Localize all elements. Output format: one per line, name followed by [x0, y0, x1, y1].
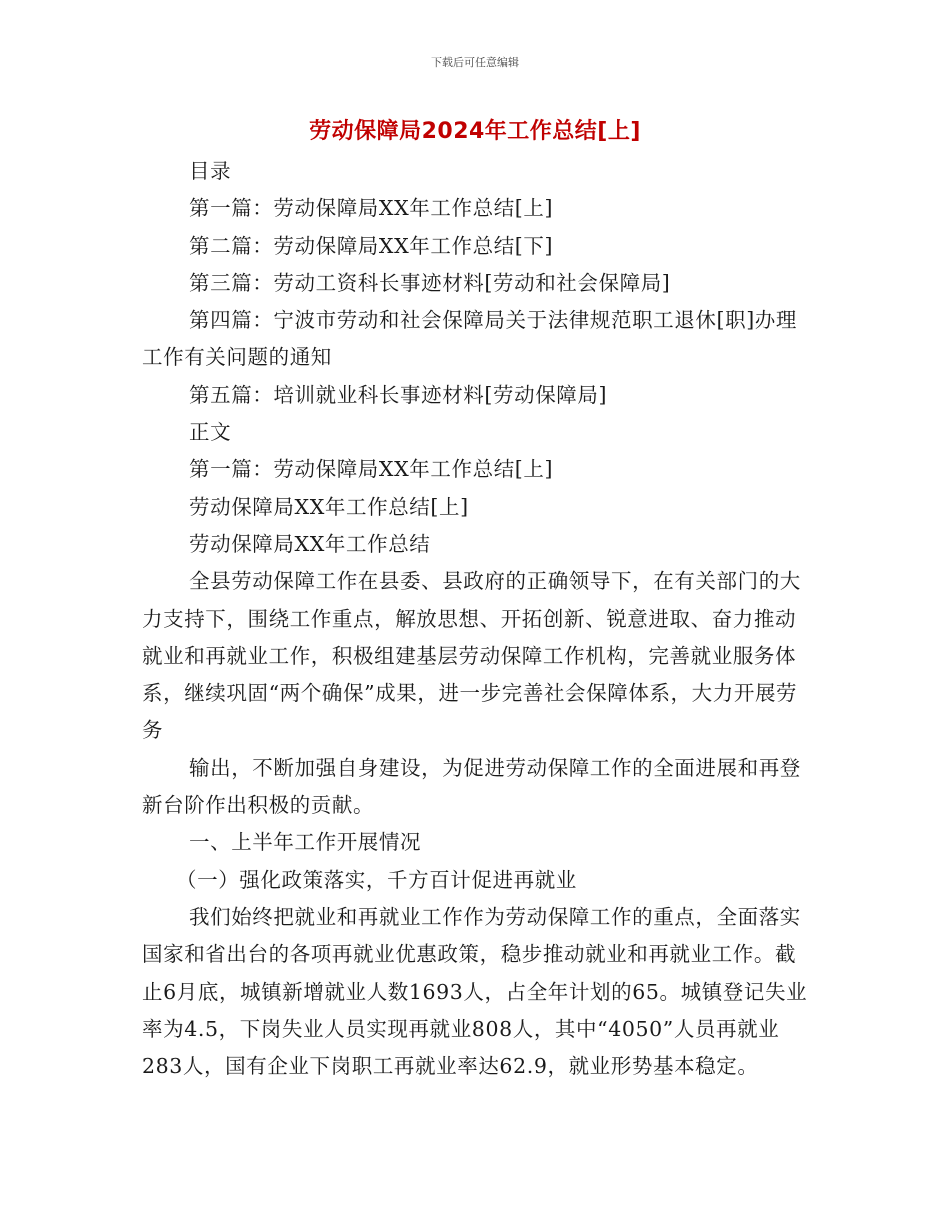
body-paragraph: 输出，不断加强自身建设，为促进劳动保障工作的全面进展和再登新台阶作出积极的贡献。 [142, 755, 801, 818]
document-body [142, 153, 810, 1085]
subsection-heading: （一）强化政策落实，千方百计促进再就业 [176, 867, 577, 892]
main-text-heading: 正文 [189, 420, 232, 445]
chapter-heading: 第一篇：劳动保障局XX年工作总结[上] [189, 457, 554, 482]
toc-heading: 目录 [189, 159, 232, 183]
toc-item-1: 第一篇：劳动保障局XX年工作总结[上] [189, 196, 554, 221]
document-title: 劳动保障局2024年工作总结[上] [309, 119, 641, 144]
section-title: 劳动保障局XX年工作总结[上] [189, 494, 469, 519]
toc-item-4: 第四篇：宁波市劳动和社会保障局关于法律规范职工退休[职]办理工作有关问题的通知 [142, 308, 797, 370]
body-paragraph: 全县劳动保障工作在县委、县政府的正确领导下，在有关部门的大力支持下，围绕工作重点，解放思想、开拓创新、锐意进取、奋力推动就业和再就业工作，积极组建基层劳动保障工作机构，完善就业服务体系，继续巩固“两个确保”成果，进一步完善社会保障体系，大力开展劳务 [142, 569, 801, 743]
body-paragraph: 我们始终把就业和再就业工作作为劳动保障工作的重点，全面落实国家和省出台的各项再就业优惠政策，稳步推动就业和再就业工作。截止6月底，城镇新增就业人数1693人，占全年计划的65。城镇登记失业率为4.5，下岗失业人员实现再就业808人，其中“4050”人员再就业283人，国有企业下岗职工再就业率达62.9，就业形势基本稳定。 [142, 904, 808, 1079]
section-subtitle: 劳动保障局XX年工作总结 [189, 531, 431, 556]
page-header-note: 下载后可任意编辑 [431, 56, 519, 69]
section-heading: 一、上半年工作开展情况 [189, 830, 422, 855]
toc-item-3: 第三篇：劳动工资科长事迹材料[劳动和社会保障局] [189, 270, 671, 295]
toc-item-5: 第五篇：培训就业科长事迹材料[劳动保障局] [189, 382, 608, 407]
toc-item-2: 第二篇：劳动保障局XX年工作总结[下] [189, 233, 554, 258]
